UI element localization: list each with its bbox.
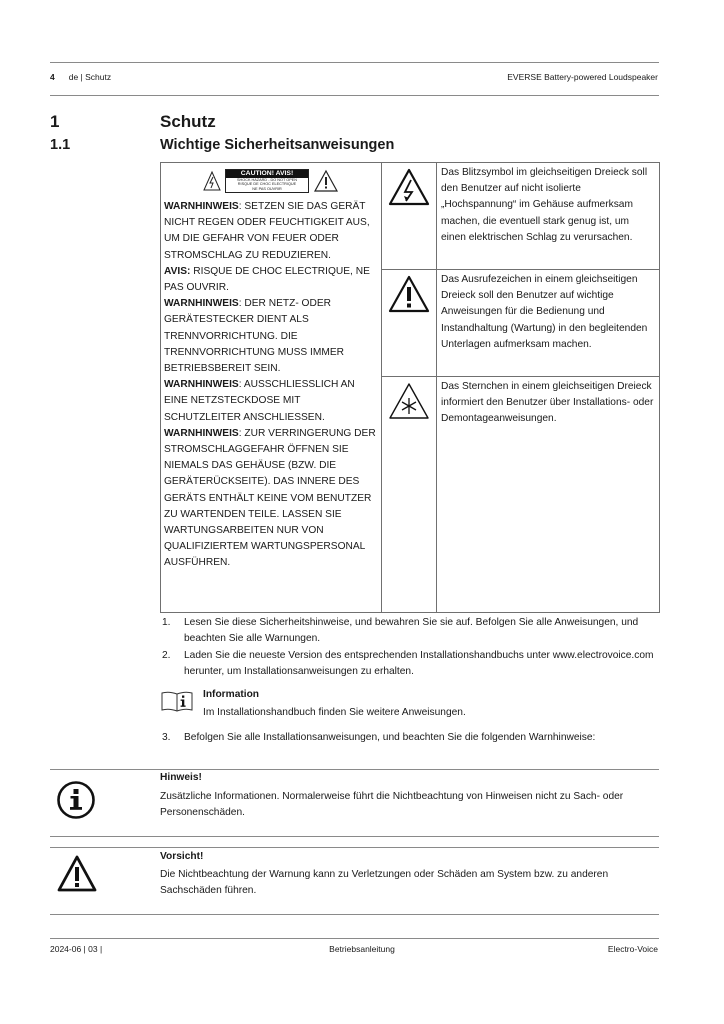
symbol-description: Das Sternchen in einem gleichseitigen Dreieck informiert den Benutzer über Installations- oder Demontageanweisungen.: [437, 377, 660, 613]
list-number: 1.: [162, 617, 171, 628]
warning-label: AVIS:: [164, 265, 191, 277]
running-header-left: [50, 72, 111, 82]
lightning-triangle-icon: [387, 167, 431, 207]
footer-rule: [50, 938, 659, 939]
chapter-number: 1: [50, 112, 60, 131]
warning-text: : DER NETZ- ODER GERÄTESTECKER DIENT ALS TRENNVORRICHTUNG. DIE TRENNVORRICHTUNG MUSS IMMER BETRIEBSBEREIT SEIN.: [164, 298, 344, 375]
symbol-icon-cell: [382, 163, 437, 270]
warning-text: RISQUE DE CHOC ELECTRIQUE, NE PAS OUVRIR.: [164, 265, 370, 294]
header-rule-bottom: [50, 95, 659, 96]
warning-label: WARNHINWEIS: [164, 298, 239, 310]
notice-title: Vorsicht!: [160, 851, 204, 862]
exclamation-triangle-icon: [387, 274, 431, 314]
notice-title: Hinweis!: [160, 772, 202, 783]
warning-text: : AUSSCHLIESSLICH AN EINE NETZSTECKDOSE MIT SCHUTZLEITER ANSCHLIESSEN.: [164, 379, 355, 423]
information-title: Information: [203, 689, 260, 700]
header-section: de | Schutz: [68, 72, 112, 82]
list-text: Laden Sie die neueste Version des entsprechenden Installationshandbuchs unter www.electrovoice.com herunter, um Installationsanweisungen zu erhalten.: [184, 649, 654, 677]
warnings-cell: [161, 163, 382, 613]
warning-text: : ZUR VERRINGERUNG DER STROMSCHLAGGEFAHR ÖFFNEN SIE NIEMALS DAS GEHÄUSE (BZW. DIE GERÄTERÜCKSEITE). DAS INNERE DES GERÄTS ENTHÄLT KEINE VOM BENUTZER ZU WARTENDEN TEILE. LASSEN SIE WARTUNGSARBEITEN NUR VON QUALIFIZIERTEM WARTUNGSPERSONAL AUSFÜHREN.: [164, 427, 376, 569]
symbol-icon-cell: [382, 377, 437, 613]
caution-label: [225, 169, 309, 193]
list-item: [160, 648, 660, 681]
warning-triangle-icon: [56, 854, 98, 894]
list-text: Lesen Sie diese Sicherheitshinweise, und bewahren Sie sie auf. Befolgen Sie alle Anweisungen, und beachten Sie alle Warnungen.: [184, 617, 639, 645]
caution-caption: CAUTION! AVIS!: [226, 170, 308, 178]
page-number: 4: [50, 72, 55, 82]
notice-rule-bottom: [50, 836, 659, 837]
footer-document-type: Betriebsanleitung: [329, 944, 395, 954]
footer-date: 2024-06 | 03 |: [50, 944, 103, 954]
symbol-description: Das Ausrufezeichen in einem gleichseitigen Dreieck soll den Benutzer auf wichtige Anweisungen für die Bedienung und Instandhaltung (Wartung) in den begleitenden Unterlagen aufmerksam machen.: [437, 270, 660, 377]
safety-table: [160, 162, 660, 613]
warning-label: WARNHINWEIS: [164, 201, 239, 212]
info-circle-icon: [56, 780, 96, 820]
list-item: [160, 615, 660, 648]
notice-rule-top: [50, 847, 659, 848]
lightning-small-icon: [203, 170, 221, 192]
notice-rule-bottom: [50, 914, 659, 915]
symbol-description: Das Blitzsymbol im gleichseitigen Dreieck soll den Benutzer auf nicht isolierte „Hochspannung“ im Gehäuse aufmerksam machen, die eventuell stark genug ist, um einen elektrischen Schlag zu verursachen.: [437, 163, 660, 270]
instruction-list: [160, 730, 660, 746]
list-number: 2.: [162, 649, 171, 661]
list-number: 3.: [162, 732, 171, 743]
warnings-text: [164, 199, 378, 572]
list-item: [160, 730, 660, 746]
information-text: Im Installationshandbuch finden Sie weitere Anweisungen.: [203, 707, 466, 718]
list-text: Befolgen Sie alle Installationsanweisungen, und beachten Sie die folgenden Warnhinweise:: [184, 732, 596, 743]
caution-line: SHOCK HAZARD - DO NOT OPEN: [236, 178, 298, 183]
warning-label: WARNHINWEIS: [164, 379, 239, 391]
symbol-icon-cell: [382, 270, 437, 377]
exclamation-small-icon: [313, 169, 339, 193]
caution-label-group: [164, 169, 378, 193]
notice-text: Zusätzliche Informationen. Normalerweise führt die Nichtbeachtung von Hinweisen nicht zu Sach- oder Personenschäden.: [160, 791, 624, 819]
notice-text: Die Nichtbeachtung der Warnung kann zu Verletzungen oder Schäden am System bzw. zu anderen Sachschäden führen.: [160, 869, 609, 897]
warning-text: : SETZEN SIE DAS GERÄT NICHT REGEN ODER FEUCHTIGKEIT AUS, UM DIE GEFAHR VON FEUER ODER STROMSCHLAG ZU REDUZIEREN.: [164, 201, 370, 261]
section-number: 1.1: [50, 137, 71, 153]
caution-line: RISQUE DE CHOC ELECTRIQUE: [237, 182, 297, 187]
chapter-title: Schutz: [160, 112, 216, 131]
caution-line: NE PAS OUVRIR: [252, 186, 282, 191]
footer-brand: Electro-Voice: [607, 944, 658, 954]
instruction-list: [160, 615, 660, 680]
notice-rule-top: [50, 769, 659, 770]
book-info-icon: [160, 690, 194, 714]
header-rule-top: [50, 62, 659, 63]
section-title: Wichtige Sicherheitsanweisungen: [160, 137, 395, 153]
header-product: EVERSE Battery-powered Loudspeaker: [507, 72, 658, 82]
asterisk-triangle-icon: [387, 381, 431, 421]
warning-label: WARNHINWEIS: [164, 427, 239, 439]
